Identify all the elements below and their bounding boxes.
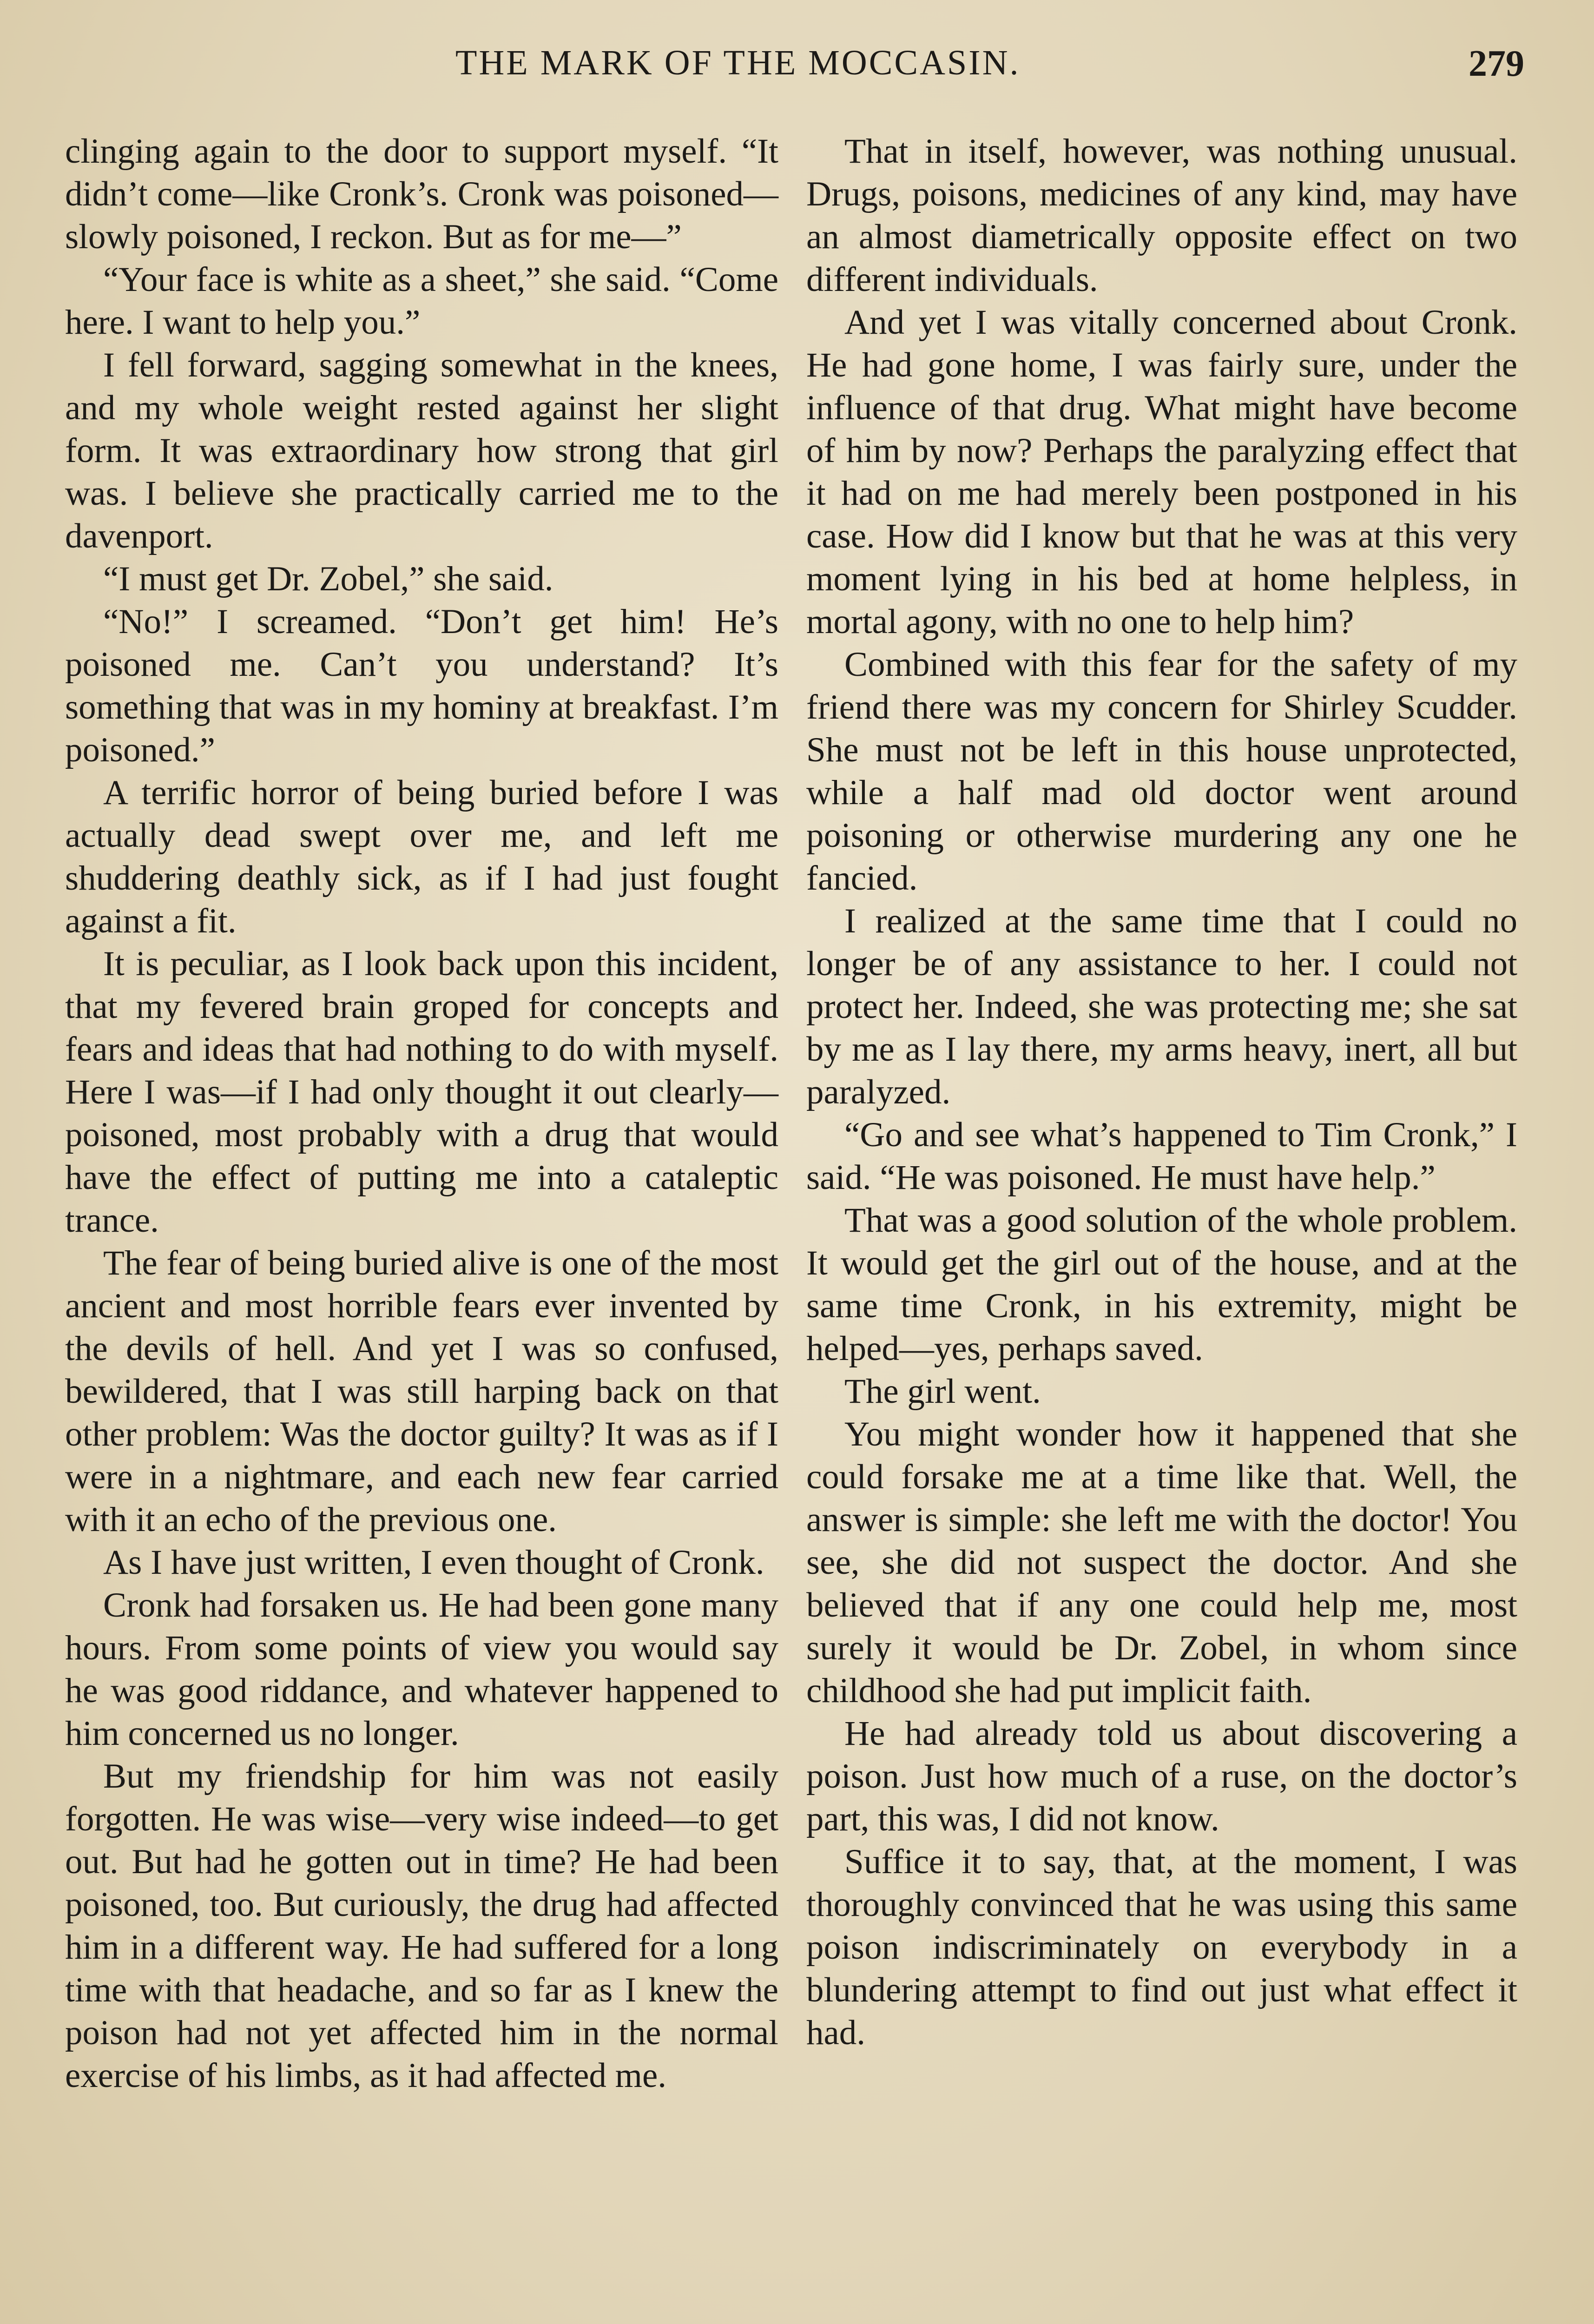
paragraph: It is peculiar, as I look back upon this incident, that my fevered brain groped for concepts and fears and ideas that had nothing to do with myself. Here I was—if I had only thought it out clearly—poisoned, most probably with a drug that would have the effect of putting me into a cataleptic trance. — [65, 944, 778, 1240]
paragraph: I realized at the same time that I could no longer be of any assistance to her. I could not protect her. Indeed, she was protecting me; she sat by me as I lay there, my arms heavy, inert, all but paralyzed. — [806, 902, 1517, 1111]
paragraph: “Your face is white as a sheet,” she said. “Come here. I want to help you.” — [65, 260, 778, 342]
paragraph: He had already told us about discovering a poison. Just how much of a ruse, on the doctor’s part, this was, I did not know. — [806, 1714, 1517, 1838]
right-column — [806, 130, 1517, 2054]
paragraph: The fear of being buried alive is one of the most ancient and most horrible fears ever invented by the devils of hell. And yet I was so confused, bewildered, that I was still harping back on that other problem: Was the doctor guilty? It was as if I were in a nightmare, and each new fear carried with it an echo of the previous one. — [65, 1244, 778, 1539]
paragraph: You might wonder how it happened that she could forsake me at a time like that. Well, the answer is simple: she left me with the doctor! You see, she did not suspect the doctor. And she believed that if any one could help me, most surely it would be Dr. Zobel, in whom since childhood she had put implicit faith. — [806, 1415, 1517, 1710]
running-title: THE MARK OF THE MOCCASIN. — [455, 43, 1021, 82]
paragraph: And yet I was vitally concerned about Cronk. He had gone home, I was fairly sure, under the influence of that drug. What might have become of him by now? Perhaps the paralyzing effect that it had on me had merely been postponed in his case. How did I know but that he was at this very moment lying in his bed at home helpless, in mortal agony, with no one to help him? — [806, 303, 1517, 641]
page-number: 279 — [1469, 43, 1524, 84]
page-header — [70, 43, 1524, 99]
paragraph: The girl went. — [844, 1372, 1041, 1411]
paragraph: “No!” I screamed. “Don’t get him! He’s poisoned me. Can’t you understand? It’s something that was in my hominy at breakfast. I’m poisoned.” — [65, 602, 778, 769]
paragraph: That was a good solution of the whole problem. It would get the girl out of the house, and at the same time Cronk, in his extremity, might be helped—yes, perhaps saved. — [806, 1201, 1517, 1368]
paragraph: A terrific horror of being buried before I was actually dead swept over me, and left me shuddering deathly sick, as if I had just fought against a fit. — [65, 773, 778, 940]
paragraph: “Go and see what’s happened to Tim Cronk,” I said. “He was poisoned. He must have help.” — [806, 1116, 1517, 1197]
paragraph: clinging again to the door to support myself. “It didn’t come—like Cronk’s. Cronk was poisoned—slowly poisoned, I reckon. But as for me—” — [65, 132, 778, 256]
paragraph: Combined with this fear for the safety of my friend there was my concern for Shirley Scudder. She must not be left in this house unprotected, while a half mad old doctor went around poisoning or otherwise murdering any one he fancied. — [806, 645, 1517, 898]
paragraph: I fell forward, sagging somewhat in the knees, and my whole weight rested against her slight form. It was extraordinary how strong that girl was. I believe she practically carried me to the davenport. — [65, 346, 778, 555]
paragraph: As I have just written, I even thought of Cronk. — [103, 1543, 764, 1582]
paragraph: But my friendship for him was not easily forgotten. He was wise—very wise indeed—to get out. But had he gotten out in time? He had been poisoned, too. But curiously, the drug had affected him in a different way. He had suffered for a long time with that headache, and so far as I knew the poison had not yet affected him in the normal exercise of his limbs, as it had affected me. — [65, 1757, 778, 2095]
paragraph: “I must get Dr. Zobel,” she said. — [103, 560, 553, 598]
paragraph: Cronk had forsaken us. He had been gone many hours. From some points of view you would say he was good riddance, and whatever happened to him concerned us no longer. — [65, 1586, 778, 1753]
left-column — [65, 130, 778, 2097]
paragraph: That in itself, however, was nothing unusual. Drugs, poisons, medicines of any kind, may have an almost diametrically opposite effect on two different individuals. — [806, 132, 1517, 299]
paragraph: Suffice it to say, that, at the moment, I was thoroughly convinced that he was using this same poison indiscriminately on everybody in a blundering attempt to find out just what effect it had. — [806, 1842, 1517, 2052]
